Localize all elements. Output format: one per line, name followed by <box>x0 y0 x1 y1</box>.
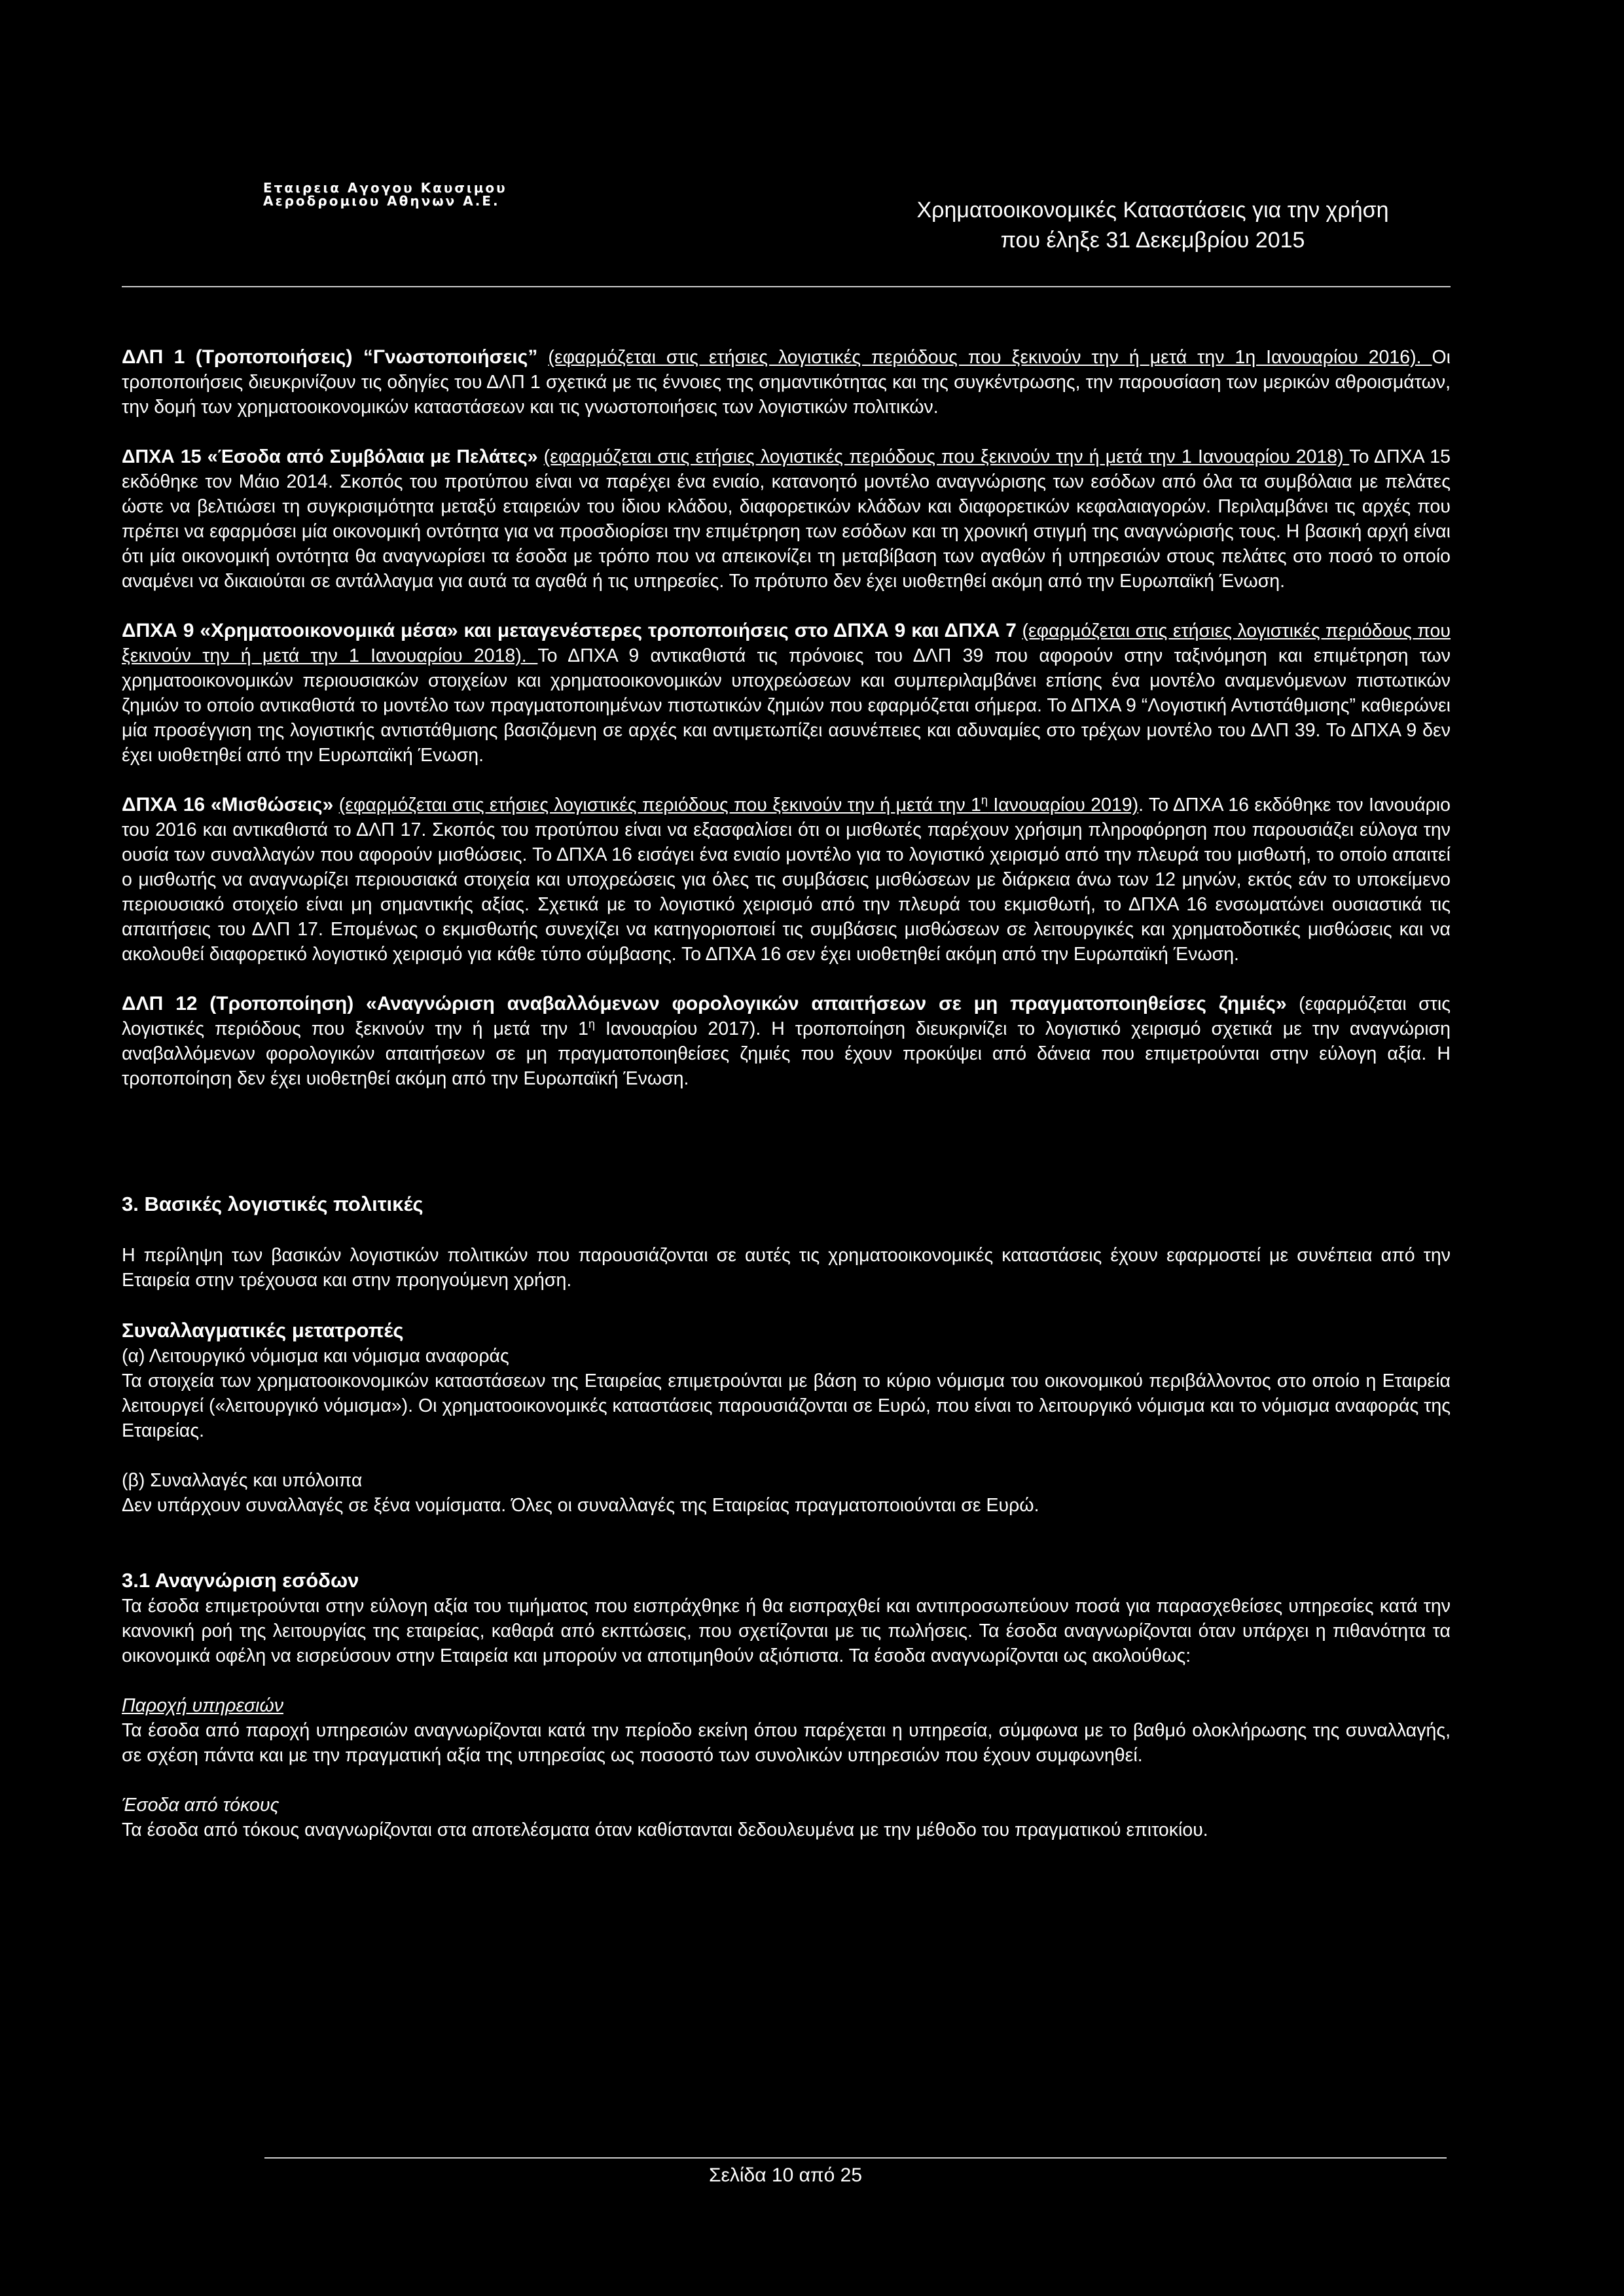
paragraph-text-ifrs15: Το ΔΠΧΑ 15 εκδόθηκε τον Μάιο 2014. Σκοπός του προτύπου είναι να παρέχει ένα ενιαίο, κατανοητό μοντέλο αναγνώρισης των εσόδων από όλα τα συμβόλαια με πελάτες ώστε να βελτιώσει τη συγκρισιμότητα μεταξύ εταιρειών του ίδιου κλάδου, διαφορετικών κλάδων και διαφορετικών κεφαλαιαγορών. Περιλαμβάνει τις αρχές που πρέπει να εφαρμόσει μία οικονομική οντότητα για να προσδιορίσει την επιμέτρηση των εσόδων και τη χρονική στιγμή της αναγνώρισής τους. Η βασική αρχή είναι ότι μία οικονομική οντότητα θα αναγνωρίσει τα έσοδα με τρόπο που να απεικονίζει τη μεταβίβαση των αγαθών ή υπηρεσιών στους πελάτες στο ποσό το οποίο αναμένει να δικαιούται σε αντάλλαγμα για αυτά τα αγαθά ή τις υπηρεσίες. Το πρότυπο δεν έχει υιοθετηθεί ακόμη από την Ευρωπαϊκή Ένωση. <box>122 446 1451 592</box>
document-title <box>904 195 1401 255</box>
effective-date-ifrs16 <box>339 795 1138 816</box>
paragraph-ifrs16 <box>122 793 1451 967</box>
document-title-line1: Χρηματοοικονομικές Καταστάσεις για την χρήση <box>916 198 1389 223</box>
header-rule <box>122 286 1451 287</box>
paragraph-ias12 <box>122 992 1451 1091</box>
effective-date-ifrs16-pre: (εφαρμόζεται στις ετήσιες λογιστικές περιόδους που ξεκινούν την ή μετά την 1 <box>338 795 981 816</box>
interest-text: Τα έσοδα από τόκους αναγνωρίζονται στα αποτελέσματα όταν καθίστανται δεδουλευμένα με την μέθοδο του πραγματικού επιτοκίου. <box>122 1820 1208 1840</box>
section-3-intro: Η περίληψη των βασικών λογιστικών πολιτικών που παρουσιάζονται σε αυτές τις χρηματοοικονομικές καταστάσεις έχουν εφαρμοστεί με συνέπεια από την Εταιρεία στην τρέχουσα και στην προηγούμενη χρήση. <box>122 1245 1451 1291</box>
effective-date-ifrs16-post: Ιανουαρίου 2019) <box>987 795 1139 816</box>
standard-title-ias1: ΔΛΠ 1 (Τροποποιήσεις) “Γνωστοποιήσεις” <box>122 346 538 368</box>
paragraph-text-ias1: Οι τροποποιήσεις διευκρινίζουν τις οδηγίες του ΔΛΠ 1 σχετικά με τις έννοιες της σημαντικότητας και της συγκέντρωσης, την παρουσίαση των μερικών αθροισμάτων, την δομή των χρηματοοικονομικών καταστάσεων και τις γνωστοποιήσεις των λογιστικών πολιτικών. <box>122 347 1451 418</box>
paragraph-text-ifrs16: . Το ΔΠΧΑ 16 εκδόθηκε τον Ιανουάριο του 2016 και αντικαθιστά το ΔΛΠ 17. Σκοπός του προτύπου είναι να εξασφαλίσει ότι οι μισθωτές παρέχουν χρήσιμη πληροφόρηση που παρουσιάζει εύλογα την ουσία των συναλλαγών που αφορούν μισθώσεις. Το ΔΠΧΑ 16 εισάγει ένα ενιαίο μοντέλο για το λογιστικό χειρισμό από την πλευρά του μισθωτή, το οποίο απαιτεί ο μισθωτής να αναγνωρίζει περιουσιακά στοιχεία και υποχρεώσεις για όλες τις συμβάσεις μισθώσεων με διάρκεια άνω των 12 μηνών, εκτός εάν το υποκείμενο περιουσιακό στοιχείο είναι μη σημαντικής αξίας. Σχετικά με το λογιστικό χειρισμό από την πλευρά του εκμισθωτή, το ΔΠΧΑ 16 ενσωματώνει ουσιαστικά τις απαιτήσεις του ΔΛΠ 17. Επομένως ο εκμισθωτής συνεχίζει να κατηγοριοποιεί τις συμβάσεις μισθώσεων σε λειτουργικές και χρηματοδοτικές μισθώσεις και να ακολουθεί διαφορετικό λογιστικό χειρισμό για κάθε τύπο σύμβασης. Το ΔΠΧΑ 16 σεν έχει υιοθετηθεί ακόμη από την Ευρωπαϊκή Ένωση. <box>122 795 1451 965</box>
services-heading: Παροχή υπηρεσιών <box>122 1695 283 1716</box>
fx-a-label: (α) Λειτουργικό νόμισμα και νόμισμα αναφοράς <box>122 1346 509 1367</box>
standard-title-ifrs9: ΔΠΧΑ 9 «Χρηματοοικονομικά μέσα» και μεταγενέστερες τροποποιήσεις στο ΔΠΧΑ 9 και ΔΠΧΑ 7 <box>122 620 1017 641</box>
standard-title-ifrs16: ΔΠΧΑ 16 «Μισθώσεις» <box>122 794 334 816</box>
document-body <box>122 345 1451 1842</box>
services-text: Τα έσοδα από παροχή υπηρεσιών αναγνωρίζονται κατά την περίοδο εκείνη όπου παρέχεται η υπηρεσία, σύμφωνα με το βαθμό ολοκλήρωσης της συναλλαγής, σε σχέση πάντα και με την πραγματική αξία της υπηρεσίας ως ποσοστό των συνολικών υπηρεσιών που έχουν συμφωνηθεί. <box>122 1720 1451 1766</box>
section-3-heading: 3. Βασικές λογιστικές πολιτικές <box>122 1193 424 1215</box>
effective-date-ias12-pre: (εφαρμόζεται στις λογιστικές περιόδους που ξεκινούν την ή μετά την 1 <box>122 994 1451 1039</box>
effective-date-ifrs16-sup: η <box>981 793 988 807</box>
document-title-line2: που έληξε 31 Δεκεμβρίου 2015 <box>1000 228 1305 253</box>
effective-date-ias12-post: Ιανουαρίου 2017). <box>595 1018 761 1039</box>
effective-date-ias1: (εφαρμόζεται στις ετήσιες λογιστικές περιόδους που ξεκινούν την ή μετά την 1η Ιανουαρίου 2016). <box>548 347 1432 368</box>
company-name <box>263 181 538 207</box>
standard-title-ifrs15: ΔΠΧΑ 15 «Έσοδα από Συμβόλαια με Πελάτες» <box>122 446 538 467</box>
page-number: Σελίδα 10 από 25 <box>708 2164 863 2186</box>
effective-date-ifrs9: (εφαρμόζεται στις ετήσιες λογιστικές περιόδους που ξεκινούν την ή μετά την 1 Ιανουαρίου 2018). <box>122 620 1451 666</box>
fx-b-text: Δεν υπάρχουν συναλλαγές σε ξένα νομίσματα. Όλες οι συναλλαγές της Εταιρείας πραγματοποιούνται σε Ευρώ. <box>122 1495 1039 1516</box>
revenue-heading: 3.1 Αναγνώριση εσόδων <box>122 1569 359 1592</box>
company-name-line2: Αεροδρομιου Αθηνων Α.Ε. <box>263 193 500 209</box>
standard-title-ias12: ΔΛΠ 12 (Τροποποίηση) «Αναγνώριση αναβαλλόμενων φορολογικών απαιτήσεων σε μη πραγματοποιηθείσες ζημιές» <box>122 993 1287 1014</box>
paragraph-ifrs9 <box>122 619 1451 768</box>
fx-b-label: (β) Συναλλαγές και υπόλοιπα <box>122 1470 363 1491</box>
revenue-text: Τα έσοδα επιμετρούνται στην εύλογη αξία του τιμήματος που εισπράχθηκε ή θα εισπραχθεί και αντιπροσωπεύουν ποσά για παρασχεθείσες υπηρεσίες κατά την κανονική ροή της λειτουργίας της εταιρείας, καθαρά από εκπτώσεις, που σχετίζονται με τις πωλήσεις. Τα έσοδα αναγνωρίζονται όταν υπάρχει η πιθανότητα τα οικονομικά οφέλη να εισρεύσουν στην Εταιρεία και μπορούν να αποτιμηθούν αξιόπιστα. Τα έσοδα αναγνωρίζονται ως ακολούθως: <box>122 1596 1451 1666</box>
fx-heading: Συναλλαγματικές μετατροπές <box>122 1319 404 1342</box>
fx-a-text: Τα στοιχεία των χρηματοοικονομικών καταστάσεων της Εταιρείας επιμετρούνται με βάση το κύριο νόμισμα του οικονομικού περιβάλλοντος στο οποίο η Εταιρεία λειτουργεί («λειτουργικό νόμισμα»). Οι χρηματοοικονομικές καταστάσεις παρουσιάζονται σε Ευρώ, που είναι το λειτουργικό νόμισμα και το νόμισμα αναφοράς της Εταιρείας. <box>122 1371 1451 1441</box>
paragraph-text-ifrs9: Το ΔΠΧΑ 9 αντικαθιστά τις πρόνοιες του ΔΛΠ 39 που αφορούν στην ταξινόμηση και επιμέτρηση των χρηματοοικονομικών περιουσιακών στοιχείων και χρηματοοικονομικών υποχρεώσεων και συμπεριλαμβάνει επίσης ένα μοντέλο αναμενόμενων πιστωτικών ζημιών το οποίο αντικαθιστά το μοντέλο των πραγματοποιημένων πιστωτικών ζημιών που εφαρμόζεται σήμερα. Το ΔΠΧΑ 9 “Λογιστική Αντιστάθμισης” καθιερώνει μία προσέγγιση της λογιστικής αντιστάθμισης βασιζόμενη σε αρχές και αντιμετωπίζει ασυνέπειες και αδυναμίες στο τρέχων μοντέλο του ΔΛΠ 39. Το ΔΠΧΑ 9 δεν έχει υιοθετηθεί από την Ευρωπαϊκή Ένωση. <box>122 645 1451 766</box>
effective-date-ifrs15: (εφαρμόζεται στις ετήσιες λογιστικές περιόδους που ξεκινούν την ή μετά την 1 Ιανουαρίου 2018) <box>543 446 1350 467</box>
paragraph-ifrs15 <box>122 444 1451 594</box>
effective-date-ias12-sup: η <box>588 1017 596 1031</box>
footer-rule <box>264 2157 1447 2159</box>
company-name-line1: Εταιρεια Αγογου Καυσιμου <box>263 180 507 196</box>
paragraph-text-ias12: Η τροποποίηση διευκρινίζει το λογιστικό χειρισμό σχετικά με την αναγνώριση αναβαλλόμενων φορολογικών απαιτήσεων σε μη πραγματοποιηθείσες ζημιές που έχουν προκύψει από δάνεια που επιμετρούνται στην εύλογη αξία. Η τροποποίηση δεν έχει υιοθετηθεί ακόμη από την Ευρωπαϊκή Ένωση. <box>122 1018 1451 1089</box>
interest-heading: Έσοδα από τόκους <box>122 1795 280 1816</box>
paragraph-ias1 <box>122 345 1451 420</box>
